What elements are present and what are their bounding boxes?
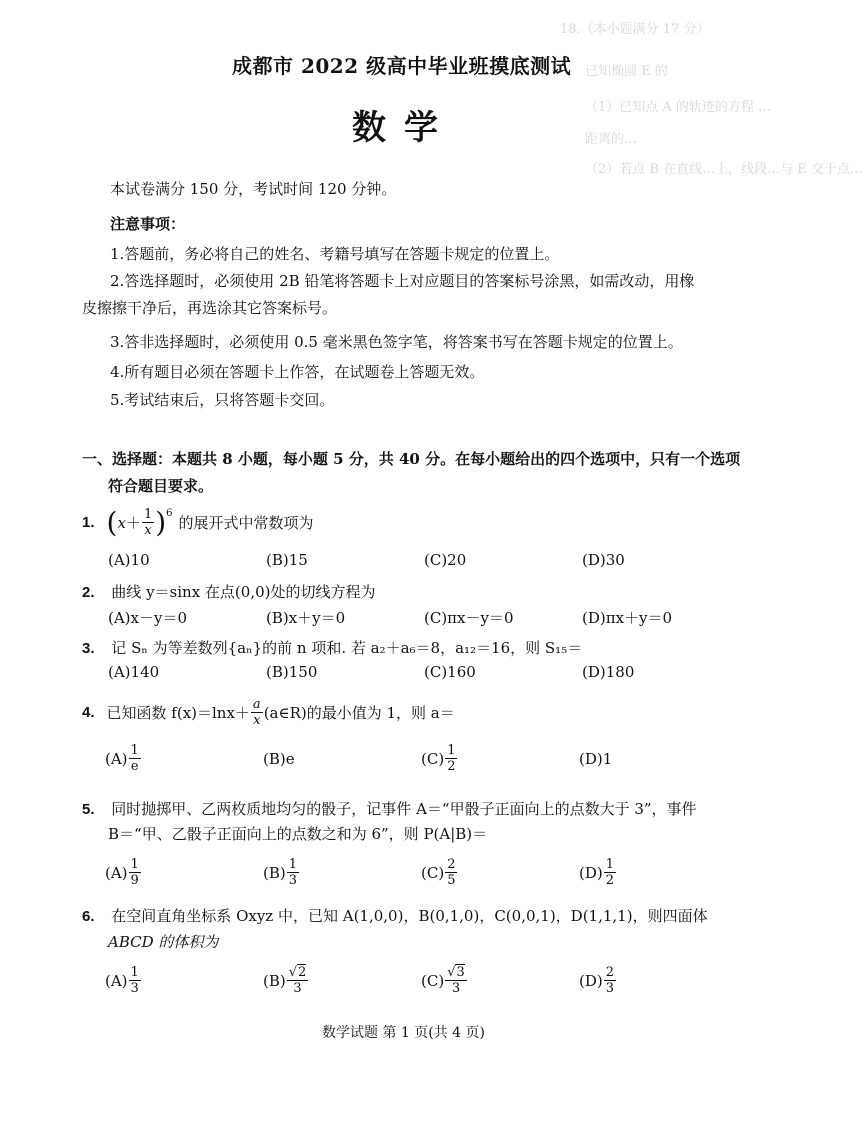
question-text: 记 Sₙ 为等差数列{aₙ}的前 n 项和. 若 a₂＋a₆＝8，a₁₂＝16，则 S₁₅＝ — [111, 639, 583, 657]
options-row — [105, 966, 737, 995]
option-a: (A)140 — [108, 663, 160, 681]
option-b: (B)150 — [266, 663, 318, 681]
question-5 — [82, 798, 697, 819]
option-d: (D) $\frac{2}{3}$ — [579, 965, 615, 996]
option-a: (A) $\frac{1}{3}$ — [105, 965, 139, 996]
option-d: (D)1 — [579, 749, 613, 768]
options-row — [105, 858, 737, 887]
binomial-expression: ( x ＋ $\frac{1}{x}$ ) $^6$ — [106, 505, 173, 539]
fraction: $\frac{1}{2}$ — [605, 857, 615, 888]
bleed-through-text: 已知椭圆 E 的 — [585, 64, 668, 79]
subject-title: 数学 — [352, 108, 456, 148]
bleed-through-text: 18.（本小题满分 17 分） — [560, 22, 710, 37]
option-b: (B) $\frac{√2}{3}$ — [263, 965, 307, 996]
bleed-through-text: （2）若点 B 在直线…上，线段…与 E 交于点… — [585, 162, 863, 177]
question-2 — [82, 581, 375, 602]
notice-item: 1.答题前，务必将自己的姓名、考籍号填写在答题卡规定的位置上。 — [110, 245, 560, 263]
notice-item: 5.考试结束后，只将答题卡交回。 — [110, 391, 335, 409]
question-number: 5. — [82, 801, 95, 818]
fraction: $\frac{1}{3}$ — [130, 965, 139, 996]
page-footer: 数学试题 第 1 页(共 4 页) — [322, 1025, 485, 1041]
option-c: (C) $\frac{2}{5}$ — [421, 857, 456, 888]
fraction: $\frac{1}{x}$ — [143, 507, 153, 538]
option-a: (A)10 — [108, 551, 150, 569]
options-row — [108, 607, 740, 628]
option-c: (C) $\frac{1}{2}$ — [421, 743, 456, 774]
option-a: (A) $\frac{1}{e}$ — [105, 743, 139, 774]
fraction: $\frac{√2}{3}$ — [288, 965, 307, 996]
fraction: $\frac{1}{9}$ — [130, 857, 139, 888]
section-heading: 一、选择题：本题共 8 小题，每小题 5 分，共 40 分。在每小题给出的四个选项中，只有一个选项 — [82, 450, 741, 468]
question-text: 已知函数 f(x)＝lnx＋ — [106, 704, 250, 722]
notice-item: 皮擦擦干净后，再选涂其它答案标号。 — [82, 299, 338, 317]
question-number: 2. — [82, 584, 95, 601]
question-text: 在空间直角坐标系 Oxyz 中，已知 A(1,0,0)，B(0,1,0)，C(0,0,1)，D(1,1,1)，则四面体 — [111, 907, 708, 925]
question-4 — [82, 698, 455, 727]
fraction: $\frac{1}{3}$ — [288, 857, 298, 888]
bleed-through-text: 距离的… — [585, 132, 638, 147]
exponent: 6 — [166, 508, 173, 519]
question-text: 的展开式中常数项为 — [178, 514, 314, 532]
option-b: (B)15 — [266, 551, 308, 569]
options-row — [108, 551, 740, 569]
option-c: (C)160 — [424, 663, 476, 681]
question-number: 6. — [82, 908, 95, 925]
option-a: (A)x－y＝0 — [108, 609, 188, 627]
notice-item: 2.答选择题时，必须使用 2B 铅笔将答题卡上对应题目的答案标号涂黑，如需改动，用橡 — [110, 272, 695, 290]
question-6 — [82, 905, 708, 926]
fraction: $\frac{√3}{3}$ — [447, 965, 465, 996]
notice-item: 3.答非选择题时，必须使用 0.5 毫米黑色签字笔，将答案书写在答题卡规定的位置上。 — [110, 333, 683, 351]
fraction: $\frac{1}{2}$ — [447, 743, 456, 774]
question-number: 1. — [82, 514, 95, 531]
fraction: $\frac{2}{5}$ — [447, 857, 456, 888]
option-d: (D)180 — [582, 663, 635, 681]
option-d: (D)πx＋y＝0 — [582, 609, 673, 627]
options-row — [108, 663, 740, 681]
option-d: (D) $\frac{1}{2}$ — [579, 857, 615, 888]
question-text: (a∈R)的最小值为 1，则 a＝ — [263, 704, 455, 722]
intro-text: 本试卷满分 150 分，考试时间 120 分钟。 — [110, 180, 397, 198]
option-b: (B)e — [263, 749, 295, 768]
option-b: (B)x＋y＝0 — [266, 609, 346, 627]
question-3 — [82, 637, 582, 658]
question-text: 曲线 y＝sinx 在点(0,0)处的切线方程为 — [111, 583, 376, 601]
fraction: $\frac{a}{x}$ — [252, 697, 261, 728]
options-row — [105, 744, 737, 773]
option-c: (C) $\frac{√3}{3}$ — [421, 965, 465, 996]
section-heading: 符合题目要求。 — [108, 477, 214, 495]
option-c: (C)πx－y＝0 — [424, 609, 514, 627]
bleed-through-text: （1）已知点 A 的轨迹的方程 … — [585, 100, 772, 115]
fraction: $\frac{2}{3}$ — [605, 965, 615, 996]
notice-heading: 注意事项： — [110, 215, 186, 233]
question-number: 3. — [82, 640, 95, 657]
exam-title: 成都市 2022 级高中毕业班摸底测试 — [232, 54, 572, 78]
notice-item: 4.所有题目必须在答题卡上作答，在试题卷上答题无效。 — [110, 363, 485, 381]
question-1 — [82, 505, 314, 539]
question-text: 同时抛掷甲、乙两枚质地均匀的骰子，记事件 A＝“甲骰子正面向上的点数大于 3”，事件 — [111, 800, 697, 818]
option-c: (C)20 — [424, 551, 467, 569]
option-d: (D)30 — [582, 551, 625, 569]
question-number: 4. — [82, 704, 95, 721]
question-text: B＝“甲、乙骰子正面向上的点数之和为 6”，则 P(A|B)＝ — [108, 825, 488, 843]
question-text: ABCD 的体积为 — [108, 933, 219, 951]
option-b: (B) $\frac{1}{3}$ — [263, 857, 298, 888]
option-a: (A) $\frac{1}{9}$ — [105, 857, 139, 888]
fraction: $\frac{1}{e}$ — [130, 743, 139, 774]
